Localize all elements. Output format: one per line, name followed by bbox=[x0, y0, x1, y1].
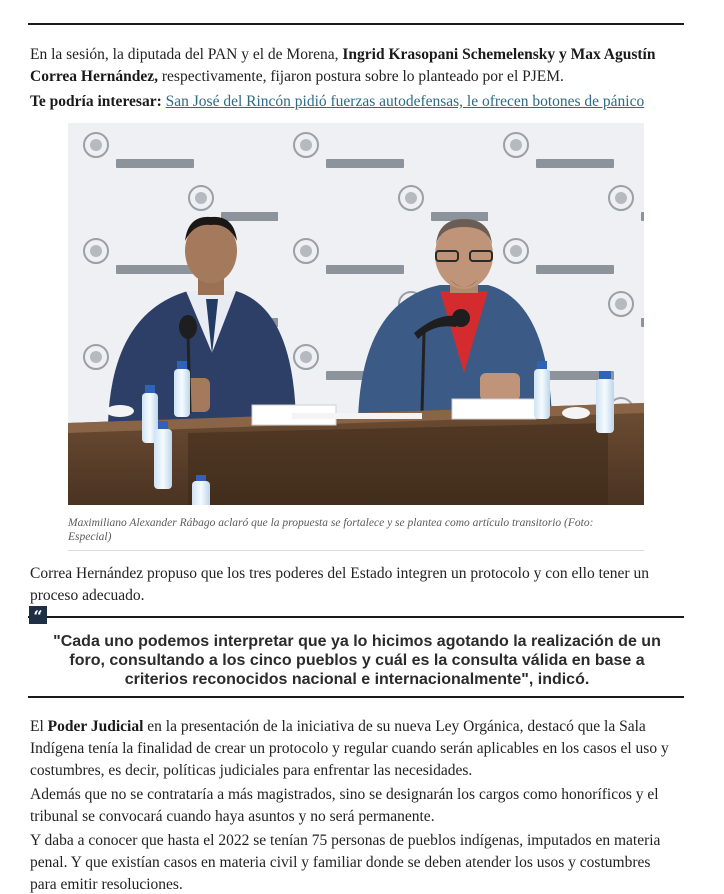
paragraph-bold-poder-judicial: Poder Judicial bbox=[47, 718, 144, 735]
pull-quote: "Cada uno podemos interpretar que ya lo hicimos agotando la realización de un foro, consultando a los cinco pueblos y cuál es la consulta válida en base a criterios reconocidos nacional e internacionalmente", indicó. bbox=[53, 633, 661, 688]
paragraph-statistics: Y daba a conocer que hasta el 2022 se tenían 75 personas de pueblos indígenas, imputados en materia penal. Y que existían casos en materia civil y familiar donde se deben atender los usos y costumbres para emitir resoluciones. bbox=[30, 832, 661, 893]
caption-divider bbox=[68, 550, 644, 551]
article-photo bbox=[68, 123, 644, 505]
paragraph-text: respectivamente, fijaron postura sobre lo planteado por el PJEM. bbox=[158, 68, 564, 85]
related-article-link[interactable]: San José del Rincón pidió fuerzas autodefensas, le ofrecen botones de pánico bbox=[165, 93, 645, 110]
paragraph-session-positions bbox=[30, 44, 680, 88]
quote-top-divider bbox=[28, 616, 684, 618]
paragraph-protocol: Correa Hernández propuso que los tres poderes del Estado integren un protocolo y con ello tener un proceso adecuado. bbox=[30, 565, 649, 604]
related-article bbox=[30, 91, 680, 113]
quote-bottom-divider bbox=[28, 696, 684, 698]
paragraph-text: en la presentación de la iniciativa de su nueva Ley Orgánica, destacó que la Sala Indígena tenía la finalidad de crear un protocolo y regular cuando serán aplicables en los casos el uso y costumbres, es decir, políticas judiciales para enfrentar las necesidades. bbox=[30, 718, 669, 779]
related-label: Te podría interesar: bbox=[30, 93, 162, 110]
top-divider bbox=[28, 23, 684, 25]
paragraph-text: En la sesión, la diputada del PAN y el de Morena, bbox=[30, 46, 343, 63]
quote-icon: “ bbox=[29, 606, 47, 624]
paragraph-bold-names: Ingrid Krasopani Schemelensky y Max Agustín Correa Hernández, bbox=[30, 46, 656, 85]
paragraph-text: El bbox=[30, 718, 48, 735]
paragraph-poder-judicial bbox=[30, 716, 680, 782]
paragraph-magistrados: Además que no se contrataría a más magistrados, sino se designarán los cargos como honoríficos y el tribunal se convocará cuando haya asuntos y no será permanente. bbox=[30, 786, 659, 825]
photo-caption: Maximiliano Alexander Rábago aclaró que la propuesta se fortalece y se plantea como artículo transitorio (Foto: Especial) bbox=[68, 517, 594, 543]
